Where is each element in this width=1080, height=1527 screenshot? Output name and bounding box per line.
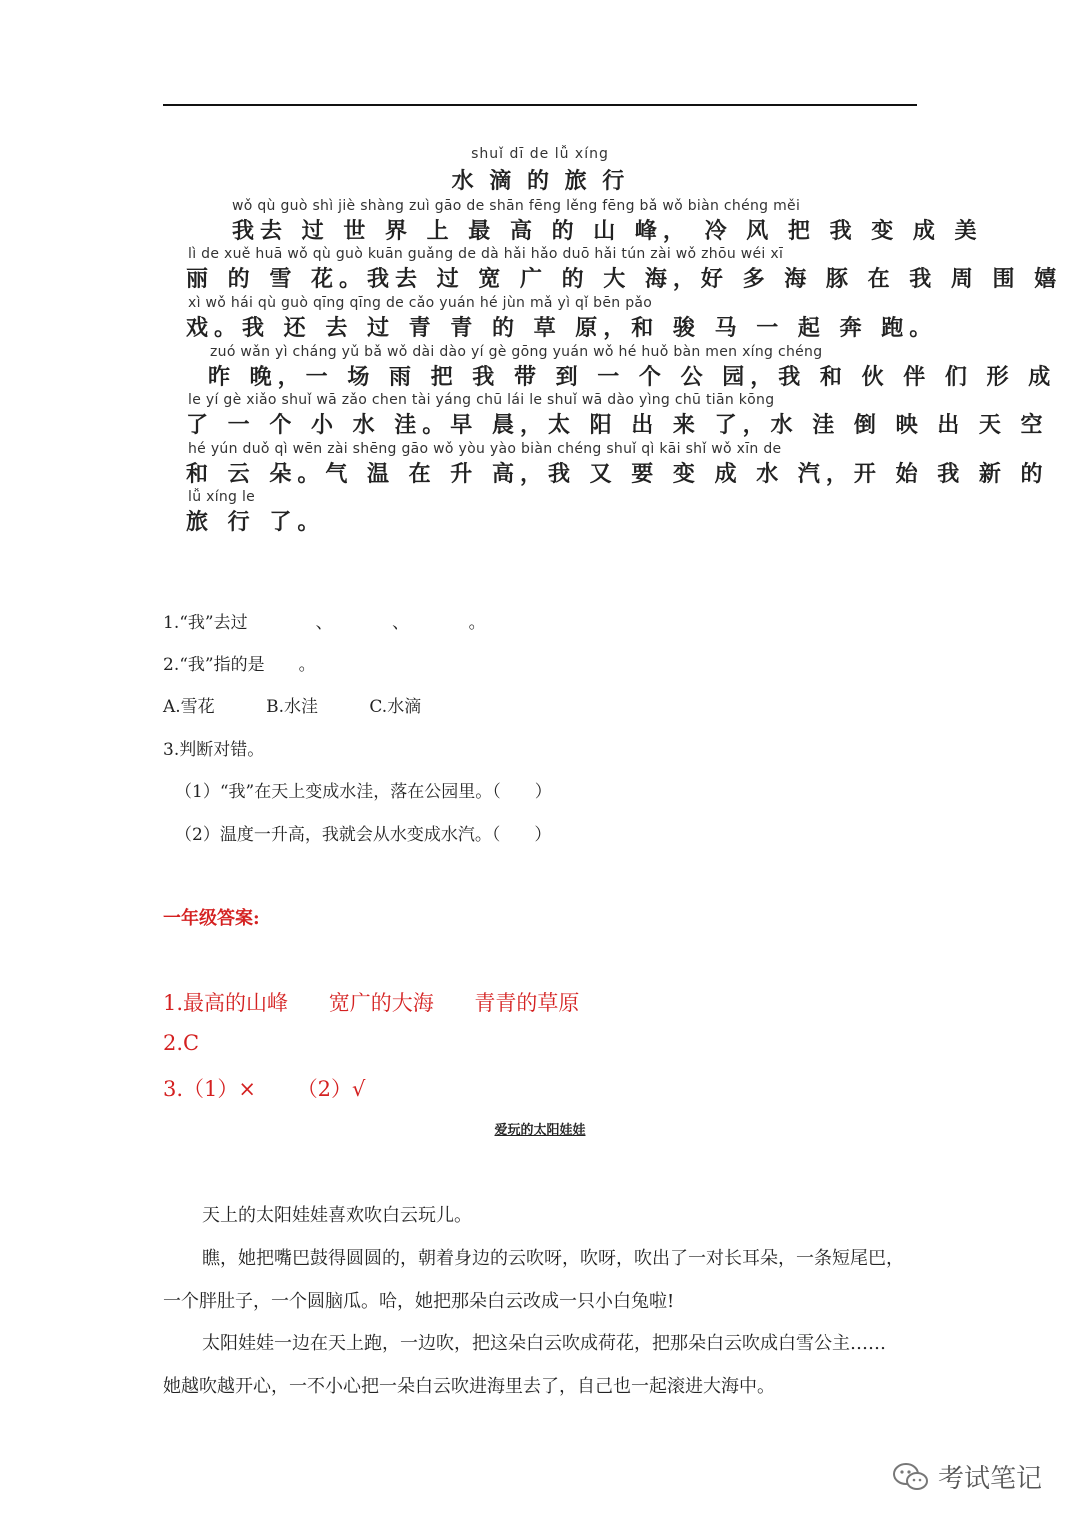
answer-1-part: 1.最高的山峰 (163, 991, 289, 1015)
option-b: B.水洼 (266, 697, 318, 717)
question-1: 1.“我”去过 、 、 。 (163, 613, 486, 633)
pinyin-line: lǚ xíng le (188, 489, 256, 505)
pinyin-line: wǒ qù guò shì jiè shàng zuì gāo de shān fēng lěng fēng bǎ wǒ biàn chéng měi (232, 198, 801, 214)
answer-2: 2.C (163, 1031, 200, 1055)
pinyin-line: zuó wǎn yì cháng yǔ bǎ wǒ dài dào yí gè gōng yuán wǒ hé huǒ bàn men xíng chéng (210, 344, 823, 360)
pinyin-line: xì wǒ hái qù guò qīng qīng de cǎo yuán hé jùn mǎ yì qǐ bēn pǎo (188, 295, 653, 311)
question-3-1: （1）“我”在天上变成水洼，落在公园里。（ ） (175, 782, 552, 802)
answer-1-part: 宽广的大海 (328, 991, 434, 1015)
answer-1-part: 青青的草原 (474, 991, 580, 1015)
text-line: 和 云 朵。气 温 在 升 高，我 又 要 变 成 水 汽，开 始 我 新 的 (186, 462, 1049, 487)
pinyin-line: lì de xuě huā wǒ qù guò kuān guǎng de dà hǎi hǎo duō hǎi tún zài wǒ zhōu wéi xī (188, 246, 784, 262)
option-c: C.水滴 (369, 697, 422, 717)
text-line: 昨 晚，一 场 雨 把 我 带 到 一 个 公 园，我 和 伙 伴 们 形 成 (208, 365, 1057, 390)
answers-title: 一年级答案: (163, 908, 260, 929)
text-line: 戏。我 还 去 过 青 青 的 草 原，和 骏 马 一 起 奔 跑。 (186, 316, 938, 341)
question-2: 2.“我”指的是 。 (163, 655, 316, 675)
answer-3-part: 3.（1）× (163, 1077, 256, 1101)
question-3: 3.判断对错。 (163, 740, 265, 760)
option-a: A.雪花 (163, 697, 215, 717)
story-line: 瞧，她把嘴巴鼓得圆圆的，朝着身边的云吹呀，吹呀，吹出了一对长耳朵，一条短尾巴， (202, 1248, 904, 1269)
text-line: 旅 行 了。 (186, 510, 326, 535)
watermark-text: 考试笔记 (938, 1464, 1043, 1494)
story-line: 她越吹越开心，一不小心把一朵白云吹进海里去了，自己也一起滚进大海中。 (163, 1376, 775, 1397)
answer-3-part: （2）√ (296, 1077, 366, 1101)
answer-1 (163, 987, 613, 1017)
pinyin-line: hé yún duǒ qì wēn zài shēng gāo wǒ yòu yào biàn chéng shuǐ qì kāi shǐ wǒ xīn de (188, 441, 782, 457)
story-line: 太阳娃娃一边在天上跑，一边吹，把这朵白云吹成荷花，把那朵白云吹成白雪公主…… (202, 1333, 886, 1354)
story-title: 爱玩的太阳娃娃 (494, 1123, 586, 1138)
story-line: 天上的太阳娃娃喜欢吹白云玩儿。 (202, 1205, 472, 1226)
question-2-options (163, 692, 467, 717)
text-line: 我去 过 世 界 上 最 高 的 山 峰， 冷 风 把 我 变 成 美 (232, 219, 983, 244)
answer-3 (163, 1073, 399, 1103)
wechat-icon (892, 1462, 930, 1492)
text-line: 丽 的 雪 花。我去 过 宽 广 的 大 海，好 多 海 豚 在 我 周 围 嬉 (186, 267, 1063, 292)
watermark (892, 1458, 1042, 1495)
story-line: 一个胖肚子，一个圆脑瓜。哈，她把那朵白云改成一只小白兔啦! (163, 1291, 675, 1312)
passage-title: 水 滴 的 旅 行 (451, 169, 629, 194)
question-3-2: （2）温度一升高，我就会从水变成水汽。（ ） (175, 825, 552, 845)
top-rule (163, 104, 917, 106)
passage-title-pinyin: shuǐ dī de lǚ xíng (471, 146, 609, 162)
text-line: 了 一 个 小 水 洼。早 晨，太 阳 出 来 了，水 洼 倒 映 出 天 空 (186, 413, 1049, 438)
pinyin-line: le yí gè xiǎo shuǐ wā zǎo chen tài yáng chū lái le shuǐ wā dào yìng chū tiān kōng (188, 392, 775, 408)
